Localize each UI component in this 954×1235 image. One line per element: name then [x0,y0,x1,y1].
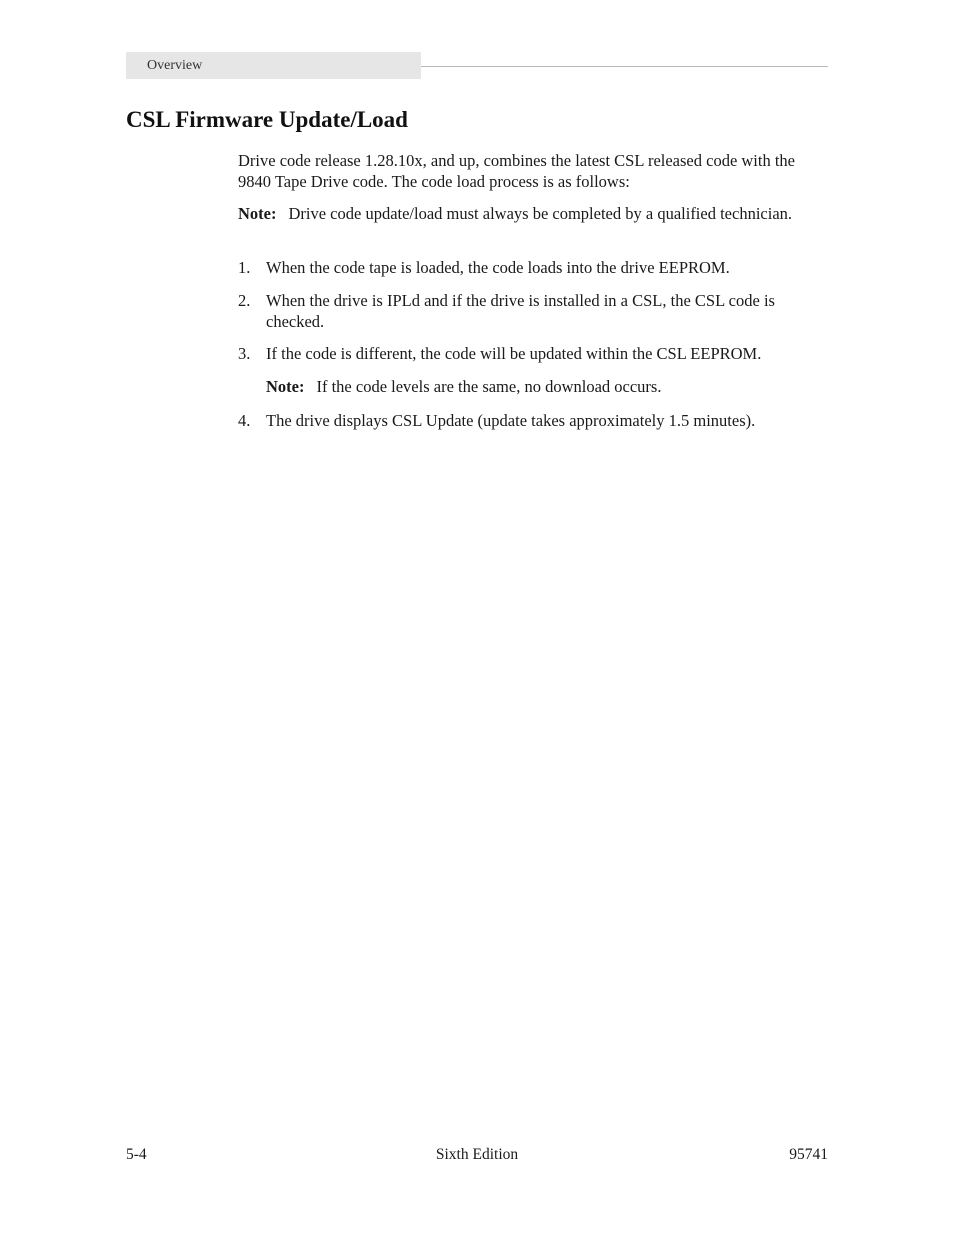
header-rule [421,66,828,67]
note-text: Drive code update/load must always be completed by a qualified technician. [288,204,793,223]
list-item [238,411,830,432]
list-item-text: If the code is different, the code will be updated within the CSL EEPROM. [266,344,762,363]
footer-document-number: 95741 [789,1146,828,1163]
list-item-text: When the code tape is loaded, the code loads into the drive EEPROM. [266,258,730,277]
section-title: CSL Firmware Update/Load [126,107,408,132]
list-item-text: When the drive is IPLd and if the drive is installed in a CSL, the CSL code is checked. [266,291,775,331]
list-item-number: 2. [238,291,251,310]
step-3-note [266,377,830,398]
list-item [238,258,830,279]
footer-edition: Sixth Edition [435,1146,519,1163]
list-item-number: 1. [238,258,251,277]
running-header-tab [126,52,421,79]
note-label: Note: [266,377,305,396]
running-header-label: Overview [147,58,203,73]
footer-page-number: 5-4 [126,1146,147,1163]
intro-paragraph: Drive code release 1.28.10x, and up, combines the latest CSL released code with the 9840 Tape Drive code. The code load process is as follows: [238,151,796,191]
list-item-text: The drive displays CSL Update (update takes approximately 1.5 minutes). [266,411,756,430]
list-item-number: 4. [238,411,251,430]
list-item [238,291,830,332]
note-label: Note: [238,204,277,223]
list-item [238,344,830,365]
list-item-number: 3. [238,344,251,363]
note-text: If the code levels are the same, no download occurs. [316,377,662,396]
qualification-note [238,204,830,225]
